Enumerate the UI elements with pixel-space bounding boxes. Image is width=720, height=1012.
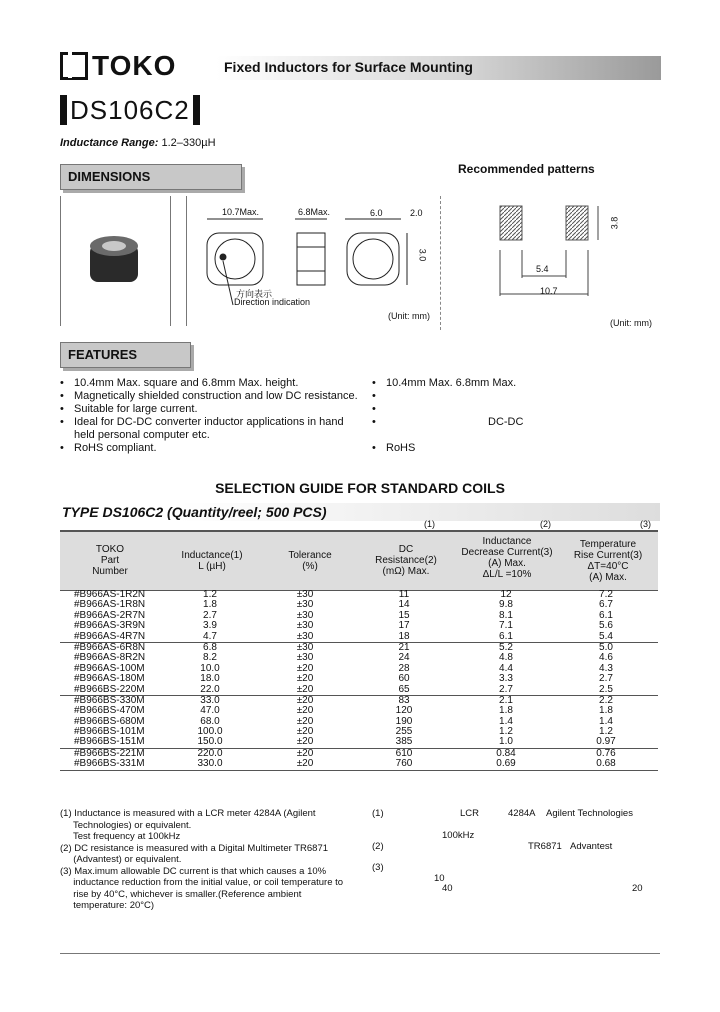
table-cell: 120 bbox=[395, 705, 413, 717]
table-cell: 2.2 bbox=[599, 694, 613, 706]
feature-item-jp bbox=[372, 416, 662, 442]
table-header bbox=[60, 530, 658, 591]
table-cell: 4.6 bbox=[599, 652, 613, 664]
table-cell: 1.4 bbox=[599, 715, 613, 727]
divider bbox=[170, 196, 171, 326]
table-cell: #B966AS-2R7N bbox=[74, 609, 146, 621]
jp-n1: (1) bbox=[372, 808, 384, 819]
table-row bbox=[60, 643, 658, 653]
table-cell: 6.1 bbox=[499, 630, 513, 642]
table-cell: 4.3 bbox=[599, 662, 613, 674]
table-cell: 760 bbox=[395, 758, 413, 770]
table-cell: 14 bbox=[398, 599, 410, 611]
table-cell: 65 bbox=[398, 683, 410, 695]
jp-tr6871: TR6871 bbox=[528, 841, 562, 852]
table-cell: 12 bbox=[500, 589, 512, 600]
table-cell: ±30 bbox=[296, 589, 314, 600]
table-cell: 0.97 bbox=[596, 736, 616, 748]
col-dc-resistance: DC Resistance(2) (mΩ) Max. bbox=[375, 544, 437, 577]
table-cell: 3.3 bbox=[499, 673, 513, 685]
table-cell: ±20 bbox=[296, 715, 314, 727]
toko-mark-icon bbox=[60, 52, 88, 80]
features-title: FEATURES bbox=[68, 347, 138, 362]
table-cell: 17 bbox=[398, 620, 410, 632]
table-row bbox=[60, 632, 658, 643]
table-cell: 8.1 bbox=[499, 609, 513, 621]
table-cell: 1.2 bbox=[499, 726, 513, 738]
note-ref-2: (2) bbox=[540, 519, 551, 529]
table-cell: ±20 bbox=[296, 683, 314, 695]
table-cell: 18 bbox=[398, 630, 410, 642]
jp-n2: (2) bbox=[372, 841, 384, 852]
table-cell: #B966AS-6R8N bbox=[74, 641, 146, 653]
table-cell: 385 bbox=[395, 736, 413, 748]
table-cell: 47.0 bbox=[200, 705, 220, 717]
pattern-dim-54: 5.4 bbox=[536, 264, 549, 274]
table-cell: 7.2 bbox=[599, 589, 613, 600]
table-cell: 21 bbox=[398, 641, 410, 653]
note-ref-1: (1) bbox=[424, 519, 435, 529]
note-line: temperature: 20°C) bbox=[60, 900, 155, 911]
table-cell: 2.5 bbox=[599, 683, 613, 695]
table-cell: 24 bbox=[398, 652, 410, 664]
table-cell: #B966AS-3R9N bbox=[74, 620, 146, 632]
type-bar bbox=[60, 503, 660, 521]
table-cell: 4.8 bbox=[499, 652, 513, 664]
feature-item: • Ideal for DC-DC converter inductor applications in hand held personal computer etc. bbox=[60, 416, 360, 442]
jp-20: 20 bbox=[632, 883, 643, 894]
table-cell: #B966BS-151M bbox=[74, 736, 145, 748]
table-row bbox=[60, 600, 658, 610]
dim-2: 2.0 bbox=[410, 208, 423, 218]
table-cell: #B966BS-101M bbox=[74, 726, 145, 738]
table-cell: 6.1 bbox=[599, 609, 613, 621]
table-cell: #B966BS-220M bbox=[74, 683, 145, 695]
table-cell: ±30 bbox=[296, 652, 314, 664]
unit-label-2: (Unit: mm) bbox=[610, 318, 652, 328]
table-cell: ±20 bbox=[296, 705, 314, 717]
divider bbox=[186, 196, 187, 326]
table-cell: 1.8 bbox=[203, 599, 217, 611]
table-row bbox=[60, 590, 658, 600]
table-cell: 6.8 bbox=[203, 641, 217, 653]
table-cell: 1.2 bbox=[599, 726, 613, 738]
table-cell: 5.0 bbox=[599, 641, 613, 653]
table-row bbox=[60, 653, 658, 663]
table-cell: 0.84 bbox=[496, 747, 516, 759]
table-cell: 2.7 bbox=[203, 609, 217, 621]
header-title: Fixed Inductors for Surface Mounting bbox=[224, 59, 473, 75]
table-cell: 1.0 bbox=[499, 736, 513, 748]
feature-item-jp bbox=[372, 390, 662, 403]
pattern-dim-38: 3.8 bbox=[609, 216, 620, 230]
table-cell: ±20 bbox=[296, 726, 314, 738]
notes-en bbox=[60, 808, 343, 912]
note-line: Test frequency at 100kHz bbox=[60, 831, 181, 842]
notes-jp bbox=[372, 808, 662, 908]
table-cell: 9.8 bbox=[499, 599, 513, 611]
table-cell: 60 bbox=[398, 673, 410, 685]
model-bar-left bbox=[60, 95, 67, 125]
table-row bbox=[60, 759, 658, 770]
inductance-range bbox=[60, 137, 216, 149]
table-cell: 1.4 bbox=[499, 715, 513, 727]
table-cell: #B966BS-331M bbox=[74, 758, 145, 770]
table-cell: 1.2 bbox=[203, 589, 217, 600]
pattern-dim-107: 10.7 bbox=[540, 286, 558, 296]
table-cell: ±20 bbox=[296, 673, 314, 685]
logo-text: TOKO bbox=[92, 50, 177, 81]
dim-3: 3.0 bbox=[417, 248, 428, 262]
jp-n3: (3) bbox=[372, 862, 384, 873]
table-cell: 6.7 bbox=[599, 599, 613, 611]
table-cell: 10.0 bbox=[200, 662, 220, 674]
dim-length: 10.7Max. bbox=[222, 207, 260, 217]
range-value: 1.2–330µH bbox=[161, 137, 216, 149]
jp-10: 10 bbox=[434, 873, 445, 884]
table-cell: ±30 bbox=[296, 620, 314, 632]
table-body bbox=[60, 590, 658, 771]
table-cell: 83 bbox=[398, 694, 410, 706]
product-photo bbox=[86, 230, 146, 290]
table-cell: 18.0 bbox=[200, 673, 220, 685]
type-title: TYPE DS106C2 (Quantity/reel; 500 PCS) bbox=[62, 504, 327, 520]
feature-item-jp: • 10.4mm Max. 6.8mm Max. bbox=[372, 377, 662, 390]
features-section bbox=[60, 342, 191, 368]
col-rise-current: Temperature Rise Current(3) ΔT=40°C (A) Max. bbox=[573, 539, 643, 583]
table-cell: ±20 bbox=[296, 747, 314, 759]
dimensions-title: DIMENSIONS bbox=[68, 169, 151, 184]
recommended-title: Recommended patterns bbox=[458, 162, 595, 176]
table-cell: #B966AS-1R8N bbox=[74, 599, 146, 611]
table-cell: 0.68 bbox=[596, 758, 616, 770]
col-tolerance: Tolerance (%) bbox=[288, 550, 332, 572]
table-cell: 220.0 bbox=[197, 747, 223, 759]
table-cell: #B966AS-1R2N bbox=[74, 589, 146, 600]
feature-item-jp bbox=[372, 403, 662, 416]
table-cell: 4.7 bbox=[203, 630, 217, 642]
recommended-pattern-drawing bbox=[488, 200, 618, 300]
table-cell: 0.76 bbox=[596, 747, 616, 759]
table-cell: 330.0 bbox=[197, 758, 223, 770]
model-bar-right bbox=[193, 95, 200, 125]
direction-label: Direction indication bbox=[234, 297, 311, 307]
guide-title: SELECTION GUIDE FOR STANDARD COILS bbox=[215, 480, 505, 496]
table-row bbox=[60, 727, 658, 737]
table-cell: 150.0 bbox=[197, 736, 223, 748]
note-line: (3) Max.imum allowable DC current is that which causes a 10% bbox=[60, 865, 327, 877]
table-cell: ±20 bbox=[296, 736, 314, 748]
table-cell: 11 bbox=[398, 589, 410, 600]
jp-40: 40 bbox=[442, 883, 453, 894]
header-title-bar bbox=[216, 56, 661, 80]
table-cell: 5.2 bbox=[499, 641, 513, 653]
table-row bbox=[60, 737, 658, 748]
jp-100khz: 100kHz bbox=[442, 830, 475, 841]
table-row bbox=[60, 664, 658, 674]
table-cell: 610 bbox=[395, 747, 413, 759]
model-name: DS106C2 bbox=[70, 94, 190, 125]
feature-item: • Suitable for large current. bbox=[60, 403, 360, 416]
toko-logo bbox=[60, 52, 176, 80]
table-cell: 5.4 bbox=[599, 630, 613, 642]
feature-item-jp: • RoHS bbox=[372, 442, 662, 455]
table-row bbox=[60, 696, 658, 706]
table-cell: 33.0 bbox=[200, 694, 220, 706]
table-cell: #B966BS-330M bbox=[74, 694, 145, 706]
direction-jp: 方向表示 bbox=[236, 289, 273, 299]
table-cell: 255 bbox=[395, 726, 413, 738]
table-cell: #B966AS-100M bbox=[74, 662, 145, 674]
divider bbox=[60, 196, 61, 326]
table-cell: ±30 bbox=[296, 630, 314, 642]
feature-dcdc: • DC-DC bbox=[488, 416, 524, 428]
feature-item: • Magnetically shielded construction and low DC resistance. bbox=[60, 390, 360, 403]
dimension-drawing bbox=[195, 205, 445, 320]
range-label: Inductance Range: bbox=[60, 137, 159, 149]
table-cell: #B966BS-680M bbox=[74, 715, 145, 727]
table-cell: ±30 bbox=[296, 641, 314, 653]
table-cell: ±30 bbox=[296, 609, 314, 621]
table-cell: 7.1 bbox=[499, 620, 513, 632]
table-row bbox=[60, 621, 658, 631]
feature-item: • 10.4mm Max. square and 6.8mm Max. height. bbox=[60, 377, 360, 390]
table-cell: 28 bbox=[398, 662, 410, 674]
note-line: Technologies) or equivalent. bbox=[60, 819, 192, 831]
col-decrease-current: Inductance Decrease Current(3) (A) Max. ΔL/L =10% bbox=[461, 536, 553, 580]
table-row bbox=[60, 674, 658, 684]
table-cell: 190 bbox=[395, 715, 413, 727]
table-cell: 68.0 bbox=[200, 715, 220, 727]
table-row bbox=[60, 749, 658, 759]
table-cell: ±30 bbox=[296, 599, 314, 611]
dim-height: 6.8Max. bbox=[298, 207, 331, 217]
table-cell: 0.69 bbox=[496, 758, 516, 770]
footer-line bbox=[60, 953, 660, 954]
table-row bbox=[60, 717, 658, 727]
note-line: (Advantest) or equivalent. bbox=[60, 854, 182, 865]
table-cell: 8.2 bbox=[203, 652, 217, 664]
table-cell: #B966AS-180M bbox=[74, 673, 145, 685]
table-cell: ±20 bbox=[296, 758, 314, 770]
table-cell: 15 bbox=[398, 609, 410, 621]
col-part: TOKO Part Number bbox=[92, 544, 128, 577]
unit-label: (Unit: mm) bbox=[388, 311, 430, 321]
table-cell: 2.7 bbox=[499, 683, 513, 695]
jp-advantest: Advantest bbox=[570, 841, 613, 852]
model-title bbox=[60, 95, 200, 125]
table-cell: #B966AS-4R7N bbox=[74, 630, 146, 642]
jp-agilent: Agilent Technologies bbox=[546, 808, 633, 819]
table-cell: ±20 bbox=[296, 662, 314, 674]
note-line: (2) DC resistance is measured with a Digital Multimeter TR6871 bbox=[60, 842, 329, 854]
note-line: rise by 40°C, whichever is smaller.(Reference ambient bbox=[60, 888, 302, 900]
table-row bbox=[60, 706, 658, 716]
features-list-en bbox=[60, 377, 360, 455]
table-cell: 4.4 bbox=[499, 662, 513, 674]
features-list-jp bbox=[372, 377, 662, 455]
note-line: inductance reduction from the initial value, or coil temperature to bbox=[60, 877, 344, 888]
table-cell: 2.7 bbox=[599, 673, 613, 685]
table-cell: 1.8 bbox=[599, 705, 613, 717]
table-cell: #B966BS-470M bbox=[74, 705, 145, 717]
table-cell: 1.8 bbox=[499, 705, 513, 717]
note-ref-3: (3) bbox=[640, 519, 651, 529]
table-cell: #B966AS-8R2N bbox=[74, 652, 146, 664]
table-cell: #B966BS-221M bbox=[74, 747, 145, 759]
table-row bbox=[60, 685, 658, 696]
feature-item: • RoHS compliant. bbox=[60, 442, 360, 455]
table-row bbox=[60, 611, 658, 621]
table-cell: 22.0 bbox=[200, 683, 220, 695]
col-inductance: Inductance(1) L (µH) bbox=[181, 550, 243, 572]
table-cell: 3.9 bbox=[203, 620, 217, 632]
jp-lcr: LCR bbox=[460, 808, 480, 819]
table-cell: 5.6 bbox=[599, 620, 613, 632]
table-cell: ±20 bbox=[296, 694, 314, 706]
jp-4284: 4284A bbox=[508, 808, 536, 819]
dimensions-section bbox=[60, 164, 242, 190]
table-cell: 2.1 bbox=[499, 694, 513, 706]
table-cell: 100.0 bbox=[197, 726, 223, 738]
note-line: (1) Inductance is measured with a LCR meter 4284A (Agilent bbox=[60, 808, 316, 819]
dim-6: 6.0 bbox=[370, 208, 383, 218]
